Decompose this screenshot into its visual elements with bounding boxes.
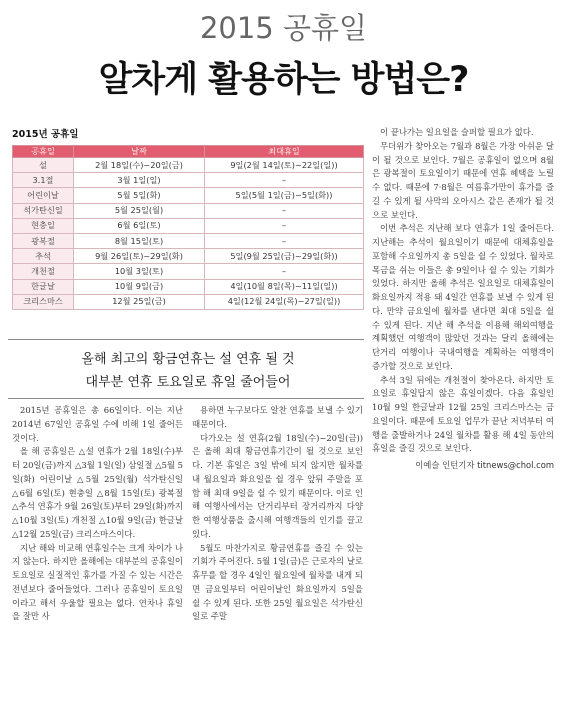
max-holiday-cell: – <box>205 264 364 279</box>
headline-year: 2015 공휴일 <box>199 11 368 45</box>
max-holiday-cell: 9일(2월 14일(토)~22일(일)) <box>205 158 364 173</box>
paragraph: 2015년 공휴일은 총 66일이다. 이는 지난 2014년 67일인 공휴일 수에 비해 1일 줄어든 것이다. <box>12 405 183 443</box>
subheadline <box>12 348 364 394</box>
max-holiday-cell: 5일(5월 1일(금)~5일(화)) <box>205 188 364 203</box>
column-header: 공휴일 <box>13 146 74 158</box>
paragraph: 이 끝나가는 일요일을 슬퍼할 필요가 없다. <box>380 127 534 137</box>
max-holiday-cell: 5일(9월 25일(금)~29일(화)) <box>205 249 364 264</box>
paragraph: 추석 3일 뒤에는 개천절이 찾아온다. 하지만 토요일로 휴일답지 않은 휴일이겠다. 다음 휴일인 10월 9일 한글날과 12월 25일 크리스마스는 금요일이다. 때문에 토요일 업무가 끝난 저녁부터 여행을 출발하거나 24일 월차를 활용 해 4일 동안의 휴일을 즐길 것으로 보인다. <box>372 374 554 454</box>
holiday-name-cell: 크리스마스 <box>13 294 74 309</box>
table-row <box>13 264 364 279</box>
date-cell: 6월 6일(토) <box>74 218 205 233</box>
holiday-name-cell: 한글날 <box>13 279 74 294</box>
table-row <box>13 188 364 203</box>
date-cell: 10월 3일(토) <box>74 264 205 279</box>
table-row <box>13 233 364 248</box>
table-row <box>13 218 364 233</box>
date-cell: 2월 18일(수)~20일(금) <box>74 158 205 173</box>
paragraph: 용하면 누구보다도 알찬 연휴를 보낼 수 있기 때문이다. <box>192 405 363 429</box>
table-row <box>13 203 364 218</box>
date-cell: 10월 9일(금) <box>74 279 205 294</box>
date-cell: 5월 5일(화) <box>74 188 205 203</box>
headline-main: 알차게 활용하는 방법은? <box>98 60 469 100</box>
divider <box>8 398 364 399</box>
date-cell: 12월 25일(금) <box>74 294 205 309</box>
column-header: 날짜 <box>74 146 205 158</box>
date-cell: 5월 25일(월) <box>74 203 205 218</box>
date-cell: 8월 15일(토) <box>74 233 205 248</box>
paragraph: 다가오는 설 연휴(2월 18일(수)~20일(금))은 올해 최대 황금연휴기간이 될 것으로 보인다. 기본 휴일은 3일 밖에 되지 않지만 월차를 내 월요일과 화요일을 쉴 경우 앞뒤 주말을 포함 해 최대 9일을 쉴 수 있기 때문이다. 이로 인해 여행사에서는 단거리부터 장거리까지 다양한 여행상품을 출시해 여행객들의 인기를 끌고 있다. <box>192 432 363 539</box>
body-column-3 <box>372 126 554 473</box>
table-row <box>13 249 364 264</box>
holiday-name-cell: 추석 <box>13 249 74 264</box>
holiday-name-cell: 설 <box>13 158 74 173</box>
max-holiday-cell: – <box>205 173 364 188</box>
holiday-table <box>12 145 364 310</box>
table-row <box>13 158 364 173</box>
table-title: 2015년 공휴일 <box>12 129 79 140</box>
table-row <box>13 294 364 309</box>
table-header-row <box>13 146 364 158</box>
holiday-name-cell: 광복절 <box>13 233 74 248</box>
table-row <box>13 173 364 188</box>
subheadline-line: 올해 최고의 황금연휴는 설 연휴 될 것 <box>81 352 295 367</box>
paragraph: 지난 해와 비교해 연휴일수는 크게 차이가 나지 않는다. 하지만 올해에는 대부분의 공휴일이 토요일로 실질적인 휴가를 가질 수 있는 시간은 전년보다 줄어들었다. 그러나 공휴일이 토요일이라고 해서 우울할 필요는 없다. 연차나 휴일을 잘만 사 <box>12 542 183 622</box>
body-column-2 <box>192 404 363 624</box>
holiday-table-box <box>12 126 364 310</box>
paragraph: 올 해 공휴일은 △설 연휴가 2월 18일(수)부터 20일(금)까지 △3월 1일(일) 삼일절 △5월 5일(화) 어린이날 △5월 25일(월) 석가탄신일 △6월 6일(토) 현충일 △8월 15일(토) 광복절 △추석 연휴가 9월 26일(토)부터 29일(화)까지 △10월 3일(토) 개천절 △10월 9일(금) 한글날 △12월 25일(금) 크리스마스이다. <box>12 446 183 539</box>
max-holiday-cell: – <box>205 218 364 233</box>
holiday-name-cell: 개천절 <box>13 264 74 279</box>
date-cell: 9월 26일(토)~29일(화) <box>74 249 205 264</box>
max-holiday-cell: – <box>205 233 364 248</box>
max-holiday-cell: 4일(10월 8일(목)~11일(일)) <box>205 279 364 294</box>
paragraph: 무더위가 찾아오는 7월과 8월은 가장 아쉬운 달이 될 것으로 보인다. 7월은 공휴일이 없으며 8월은 광복절이 토요일이기 때문에 연휴 혜택을 노릴 수 없다. 때문에 7·8월은 여름휴가만이 휴가를 즐길 수 있게 될 사막의 오아시스 같은 존재가 될 것으로 보인다. <box>372 140 554 220</box>
byline: 이예슬 인턴기자 titnews@chol.com <box>415 460 554 470</box>
date-cell: 3월 1일(일) <box>74 173 205 188</box>
paragraph: 이번 추석은 지난해 보다 연휴가 1일 줄어든다. 지난해는 추석이 월요일이기 때문에 대체휴일을 포함해 수요일까지 총 5일을 쉴 수 있었다. 월차로 목금을 쉬는 이들은 총 9일이나 쉴 수 있는 기회가 있었다. 하지만 올해 추석은 일요일로 대체휴일이 화요일까지 적용 돼 4일간 연휴를 보낼 수 있게 된다. 만약 금요일에 월차를 낸다면 최대 5일을 쉴 수 있게 된다. 지난 해 추석을 이용해 해외여행을 계획했던 여행객이 많았던 것과는 달리 올해에는 단거리 여행이나 국내여행을 계획하는 여행객이 증가할 것으로 보인다. <box>372 223 554 371</box>
paragraph: 5월도 마찬가지로 황금연휴를 즐길 수 있는 기회가 주어진다. 5월 1일(금)은 근로자의 날로 휴무를 할 경우 4일인 월요일에 월차를 내게 되면 금요일부터 어린이날인 화요일까지 5일을 쉴 수 있게 된다. 또한 25일 월요일은 석가탄신일로 주말 <box>192 542 363 622</box>
holiday-name-cell: 어린이날 <box>13 188 74 203</box>
subheadline-line: 대부분 연휴 토요일로 휴일 줄어들어 <box>85 375 291 390</box>
body-column-1 <box>12 404 183 624</box>
holiday-name-cell: 석가탄신일 <box>13 203 74 218</box>
max-holiday-cell: – <box>205 203 364 218</box>
max-holiday-cell: 4일(12월 24일(목)~27일(일)) <box>205 294 364 309</box>
holiday-name-cell: 3.1절 <box>13 173 74 188</box>
table-row <box>13 279 364 294</box>
holiday-name-cell: 현충일 <box>13 218 74 233</box>
divider <box>8 339 364 340</box>
column-header: 최대휴일 <box>205 146 364 158</box>
